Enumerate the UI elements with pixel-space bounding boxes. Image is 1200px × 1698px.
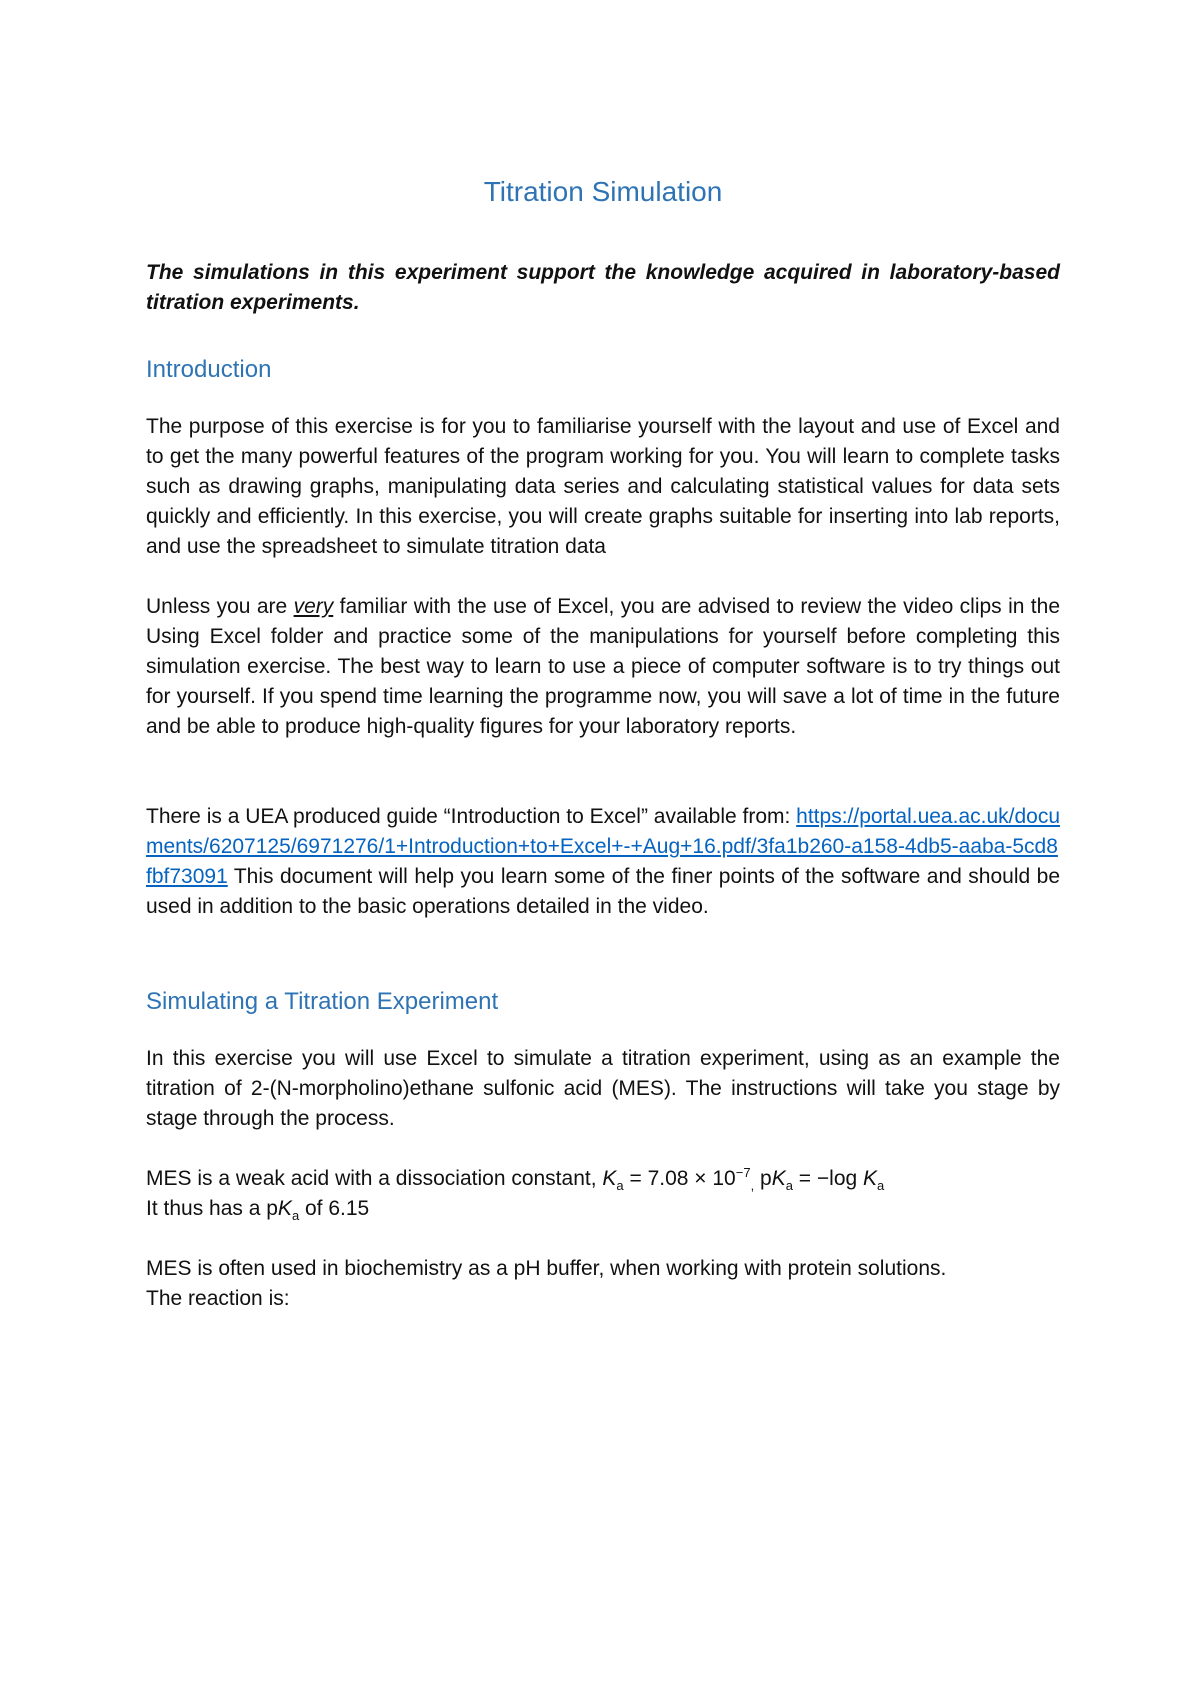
pka-subscript: a: [785, 1178, 793, 1194]
excel-guide-link[interactable]: https://portal.uea.ac.uk/documents/6207125/6971276/1+Introduction+to+Excel+-+Aug+16.pdf/3fa1b260-a158-4db5-aaba-5cd8fbf73091: [146, 805, 1061, 888]
ka-exponent: −7: [735, 1165, 751, 1180]
introduction-heading: Introduction: [146, 356, 272, 383]
simulating-paragraph-1: In this exercise you will use Excel to simulate a titration experiment, using as an example the titration of 2-(N-morpholino)ethane sulfonic acid (MES). The instructions will take you stage by stage through the process.: [146, 1047, 1060, 1130]
paragraph-2-text-after: familiar with the use of Excel, you are advised to review the video clips in the Using Excel folder and practice some of the manipulations for yourself before completing this simulation exercise. The best way to learn to use a piece of computer software is to try things out for yourself. If you spend time learning the programme now, you will save a lot of time in the future and be able to produce high-quality figures for your laboratory reports.: [146, 595, 1061, 738]
pka-line: [146, 1194, 1060, 1224]
document-content: [146, 168, 1060, 1314]
paragraph-2-text-before: Unless you are: [146, 595, 294, 618]
simulating-heading: Simulating a Titration Experiment: [146, 988, 499, 1015]
introduction-paragraph-1: The purpose of this exercise is for you to familiarise yourself with the layout and use of Excel and to get the many powerful features of the program working for you. You will learn to complete tasks such as drawing graphs, manipulating data series and calculating statistical values for data sets quickly and efficiently. In this exercise, you will create graphs suitable for inserting into lab reports, and use the spreadsheet to simulate titration data: [146, 415, 1060, 558]
introduction-paragraph-2: [146, 592, 1060, 742]
simulating-paragraph-4: The reaction is:: [146, 1287, 290, 1310]
pka-p: p: [754, 1167, 772, 1190]
page-title: Titration Simulation: [483, 176, 723, 207]
pka-equals: = −log: [792, 1167, 864, 1190]
ka-subscript: a: [616, 1178, 624, 1194]
pka-line-subscript: a: [291, 1208, 300, 1224]
ka-line-prefix: MES is a weak acid with a dissociation constant,: [146, 1167, 603, 1190]
ka-symbol: K: [602, 1167, 617, 1190]
log-ka-symbol: K: [863, 1167, 878, 1190]
introduction-paragraph-3: [146, 802, 1060, 922]
emphasis-very: very: [293, 595, 334, 618]
document-subtitle: The simulations in this experiment support the knowledge acquired in laboratory-based titration experiments.: [146, 261, 1060, 314]
ka-value: = 7.08 × 10: [623, 1167, 736, 1190]
simulating-paragraph-3: MES is often used in biochemistry as a pH buffer, when working with protein solutions.: [146, 1257, 947, 1280]
pka-line-prefix: It thus has a p: [146, 1197, 278, 1220]
pka-line-symbol: K: [277, 1197, 292, 1220]
paragraph-3-text-after: This document will help you learn some of the finer points of the software and should be used in addition to the basic operations detailed in the video.: [146, 865, 1060, 918]
pka-symbol: K: [771, 1167, 786, 1190]
ka-line: [146, 1164, 1060, 1194]
pka-line-suffix: of 6.15: [299, 1197, 370, 1220]
log-ka-subscript: a: [877, 1178, 885, 1194]
ka-comma: ,: [750, 1178, 755, 1194]
paragraph-3-text-before: There is a UEA produced guide “Introduction to Excel” available from:: [146, 805, 797, 828]
